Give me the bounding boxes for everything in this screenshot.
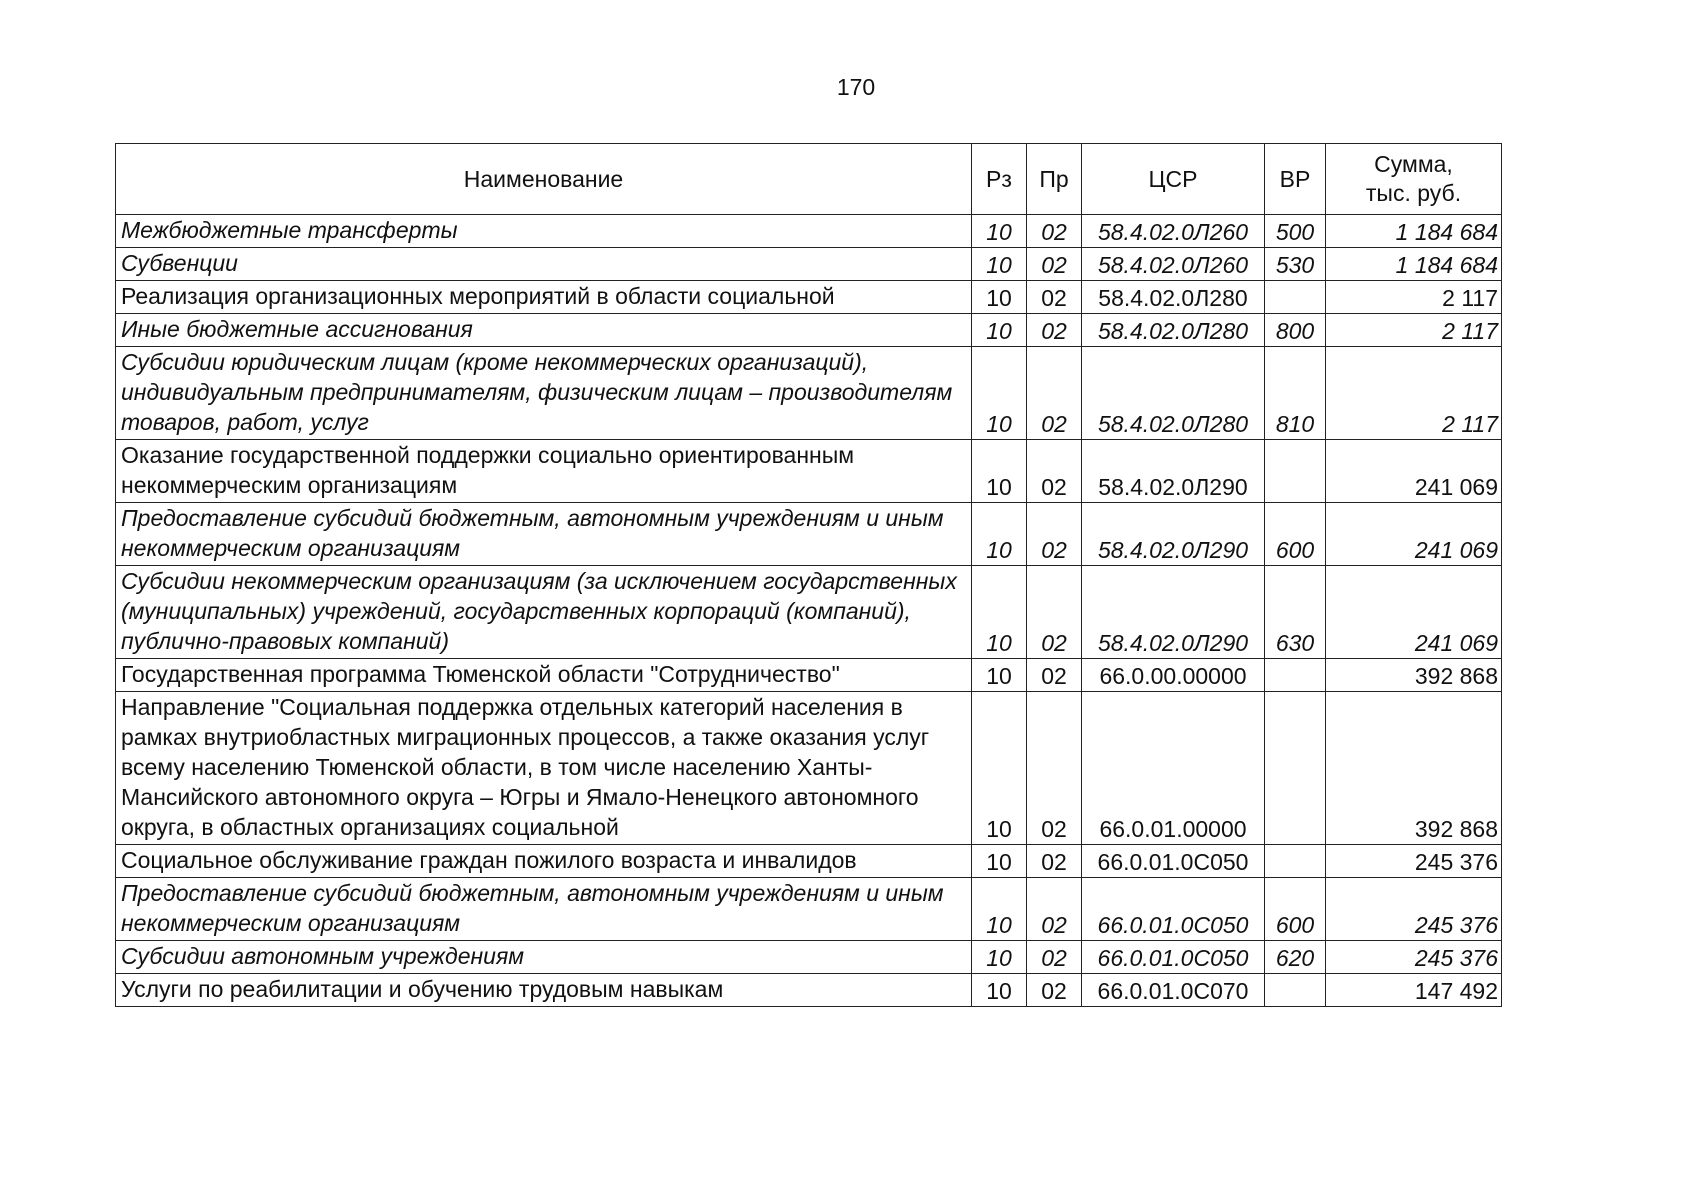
table-row — [116, 503, 1502, 566]
cell-sum: 392 868 — [1326, 692, 1502, 845]
cell-vr: 530 — [1265, 248, 1326, 281]
cell-csr: 66.0.01.0С050 — [1082, 941, 1265, 974]
cell-csr: 66.0.00.00000 — [1082, 659, 1265, 692]
cell-csr: 58.4.02.0Л280 — [1082, 314, 1265, 347]
cell-pr: 02 — [1027, 347, 1082, 440]
cell-name: Государственная программа Тюменской области "Сотрудничество" — [116, 659, 972, 692]
cell-name: Реализация организационных мероприятий в области социальной — [116, 281, 972, 314]
cell-csr: 58.4.02.0Л280 — [1082, 347, 1265, 440]
cell-sum: 2 117 — [1326, 347, 1502, 440]
header-rz: Рз — [972, 144, 1027, 215]
cell-vr: 800 — [1265, 314, 1326, 347]
cell-vr — [1265, 281, 1326, 314]
cell-pr: 02 — [1027, 845, 1082, 878]
cell-csr: 58.4.02.0Л260 — [1082, 215, 1265, 248]
cell-vr: 620 — [1265, 941, 1326, 974]
cell-rz: 10 — [972, 347, 1027, 440]
cell-sum: 1 184 684 — [1326, 215, 1502, 248]
cell-name: Субсидии юридическим лицам (кроме некоммерческих организаций), индивидуальным предпринимателям, физическим лицам – производителям товаров, работ, услуг — [116, 347, 972, 440]
table-row — [116, 878, 1502, 941]
cell-name: Субвенции — [116, 248, 972, 281]
cell-csr: 58.4.02.0Л290 — [1082, 566, 1265, 659]
cell-sum: 2 117 — [1326, 314, 1502, 347]
header-row — [116, 144, 1502, 215]
cell-csr: 58.4.02.0Л260 — [1082, 248, 1265, 281]
cell-pr: 02 — [1027, 878, 1082, 941]
cell-rz: 10 — [972, 845, 1027, 878]
cell-rz: 10 — [972, 692, 1027, 845]
cell-vr: 500 — [1265, 215, 1326, 248]
table-row — [116, 281, 1502, 314]
cell-rz: 10 — [972, 878, 1027, 941]
cell-vr — [1265, 659, 1326, 692]
cell-sum: 392 868 — [1326, 659, 1502, 692]
cell-name: Социальное обслуживание граждан пожилого возраста и инвалидов — [116, 845, 972, 878]
cell-sum: 241 069 — [1326, 566, 1502, 659]
table-row — [116, 845, 1502, 878]
page-number: 170 — [836, 74, 876, 100]
cell-pr: 02 — [1027, 281, 1082, 314]
cell-sum: 147 492 — [1326, 974, 1502, 1007]
cell-vr — [1265, 974, 1326, 1007]
cell-sum: 1 184 684 — [1326, 248, 1502, 281]
cell-rz: 10 — [972, 440, 1027, 503]
header-sum — [1326, 144, 1502, 215]
table-body — [116, 215, 1502, 1007]
cell-name: Межбюджетные трансферты — [116, 215, 972, 248]
table-row — [116, 347, 1502, 440]
cell-vr: 810 — [1265, 347, 1326, 440]
cell-pr: 02 — [1027, 566, 1082, 659]
cell-name: Субсидии некоммерческим организациям (за исключением государственных (муниципальных) учреждений, государственных корпораций (компаний), публично-правовых компаний) — [116, 566, 972, 659]
header-vr: ВР — [1265, 144, 1326, 215]
cell-csr: 66.0.01.00000 — [1082, 692, 1265, 845]
cell-rz: 10 — [972, 974, 1027, 1007]
table-row — [116, 974, 1502, 1007]
cell-rz: 10 — [972, 659, 1027, 692]
cell-sum: 241 069 — [1326, 503, 1502, 566]
budget-table — [115, 143, 1502, 1007]
cell-pr: 02 — [1027, 659, 1082, 692]
cell-vr: 600 — [1265, 503, 1326, 566]
table-row — [116, 314, 1502, 347]
cell-vr — [1265, 440, 1326, 503]
cell-name: Услуги по реабилитации и обучению трудовым навыкам — [116, 974, 972, 1007]
cell-name: Предоставление субсидий бюджетным, автономным учреждениям и иным некоммерческим организациям — [116, 503, 972, 566]
cell-pr: 02 — [1027, 941, 1082, 974]
cell-rz: 10 — [972, 281, 1027, 314]
cell-name: Направление "Социальная поддержка отдельных категорий населения в рамках внутриобластных миграционных процессов, а также оказания услуг всему населению Тюменской области, в том числе населению Ханты-Мансийского автономного округа – Югры и Ямало-Ненецкого автономного округа, в областных организациях социальной — [116, 692, 972, 845]
cell-pr: 02 — [1027, 215, 1082, 248]
table-row — [116, 215, 1502, 248]
cell-csr: 58.4.02.0Л290 — [1082, 440, 1265, 503]
cell-vr — [1265, 845, 1326, 878]
header-name: Наименование — [116, 144, 972, 215]
cell-vr — [1265, 692, 1326, 845]
table-row — [116, 440, 1502, 503]
cell-rz: 10 — [972, 314, 1027, 347]
cell-csr: 58.4.02.0Л280 — [1082, 281, 1265, 314]
cell-rz: 10 — [972, 248, 1027, 281]
cell-vr: 600 — [1265, 878, 1326, 941]
header-sum-line2: тыс. руб. — [1365, 180, 1462, 206]
cell-csr: 66.0.01.0С070 — [1082, 974, 1265, 1007]
cell-name: Оказание государственной поддержки социально ориентированным некоммерческим организациям — [116, 440, 972, 503]
cell-rz: 10 — [972, 566, 1027, 659]
table-row — [116, 659, 1502, 692]
cell-csr: 58.4.02.0Л290 — [1082, 503, 1265, 566]
cell-sum: 241 069 — [1326, 440, 1502, 503]
cell-rz: 10 — [972, 503, 1027, 566]
cell-csr: 66.0.01.0С050 — [1082, 845, 1265, 878]
cell-name: Иные бюджетные ассигнования — [116, 314, 972, 347]
header-csr: ЦСР — [1082, 144, 1265, 215]
table-row — [116, 566, 1502, 659]
cell-pr: 02 — [1027, 974, 1082, 1007]
cell-rz: 10 — [972, 215, 1027, 248]
cell-rz: 10 — [972, 941, 1027, 974]
cell-pr: 02 — [1027, 248, 1082, 281]
cell-sum: 245 376 — [1326, 941, 1502, 974]
cell-pr: 02 — [1027, 692, 1082, 845]
header-pr: Пр — [1027, 144, 1082, 215]
cell-sum: 245 376 — [1326, 878, 1502, 941]
cell-name: Предоставление субсидий бюджетным, автономным учреждениям и иным некоммерческим организациям — [116, 878, 972, 941]
cell-name: Субсидии автономным учреждениям — [116, 941, 972, 974]
cell-csr: 66.0.01.0С050 — [1082, 878, 1265, 941]
cell-sum: 2 117 — [1326, 281, 1502, 314]
header-sum-line1: Сумма, — [1374, 151, 1453, 177]
cell-vr: 630 — [1265, 566, 1326, 659]
cell-pr: 02 — [1027, 440, 1082, 503]
cell-pr: 02 — [1027, 503, 1082, 566]
table-row — [116, 692, 1502, 845]
cell-sum: 245 376 — [1326, 845, 1502, 878]
cell-pr: 02 — [1027, 314, 1082, 347]
table-row — [116, 248, 1502, 281]
table-row — [116, 941, 1502, 974]
